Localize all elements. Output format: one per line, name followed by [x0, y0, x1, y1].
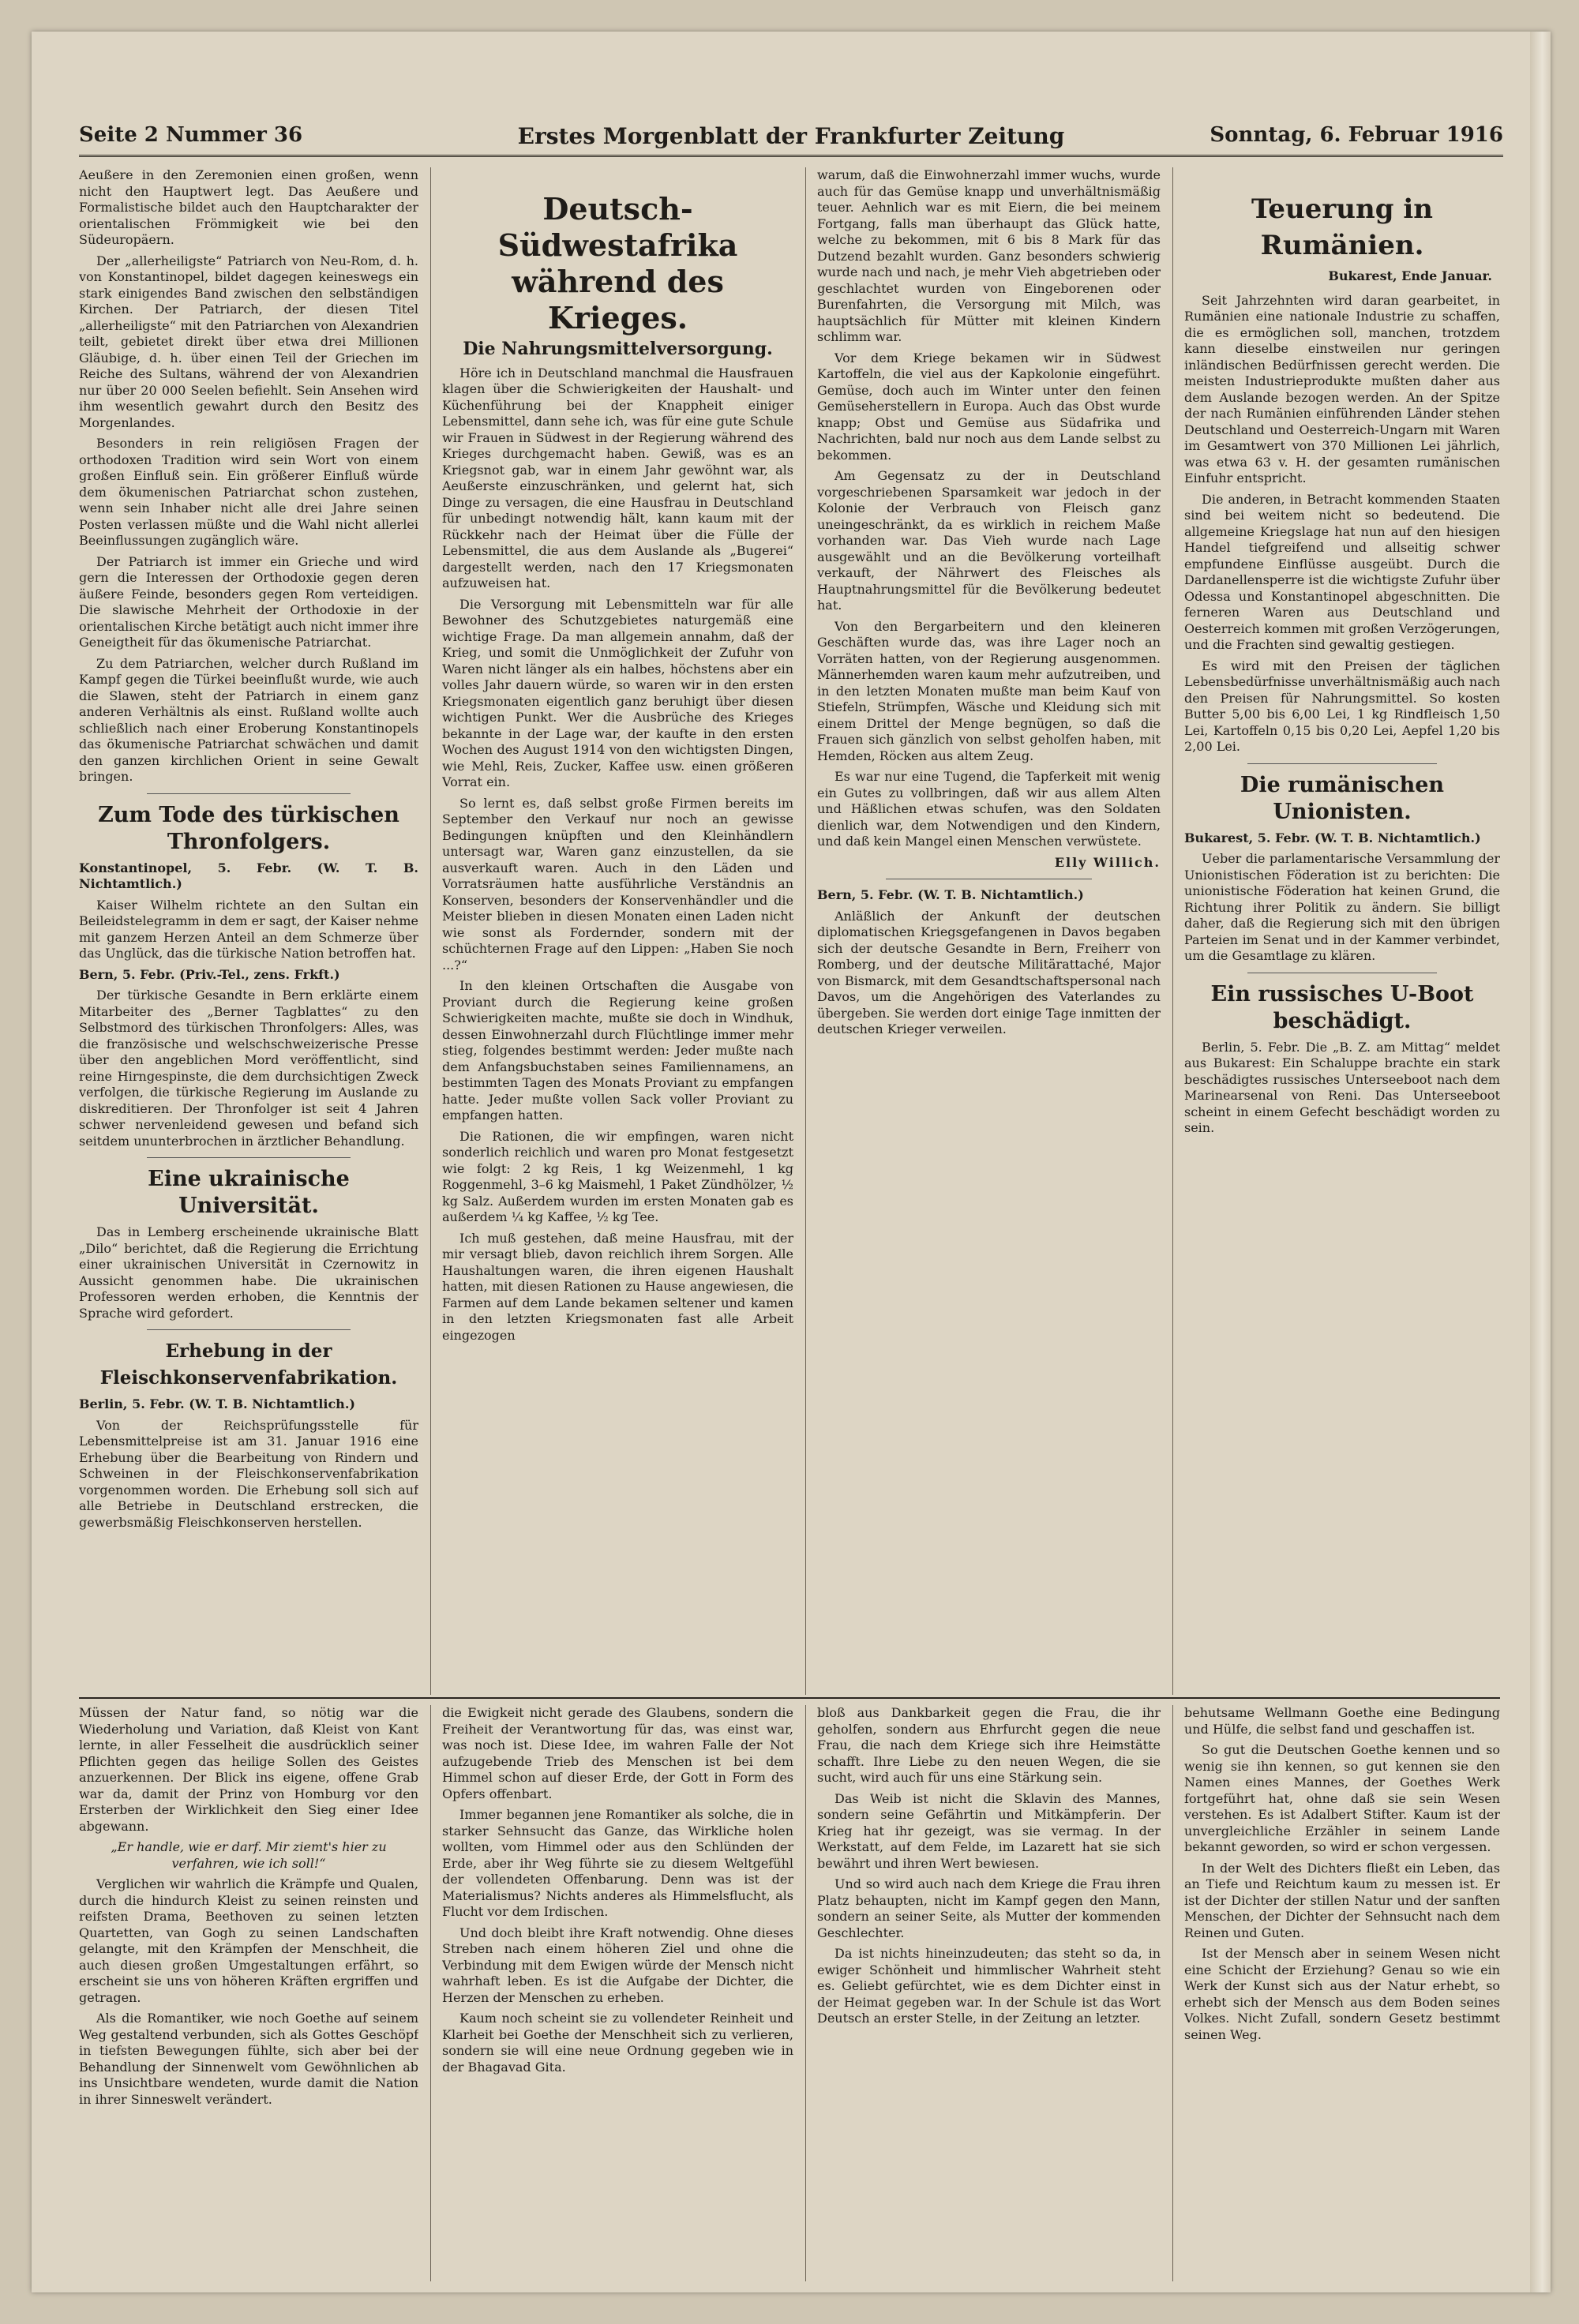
column-rule — [805, 167, 806, 1695]
divider — [147, 1329, 351, 1330]
column-3 — [817, 167, 1161, 1695]
article-text: Es war nur eine Tugend, die Tapferkeit mit wenig ein Gutes zu vollbringen, daß wir aus allem Alten und Häßlichen etwas schufen, was den Soldaten dienlich war, dem Notwendigen und den Kindern, und daß kein Mangel einen Menschen verwüstete. — [817, 769, 1161, 849]
article-text: die Ewigkeit nicht gerade des Glaubens, sondern die Freiheit der Verantwortung für das, was einst war, was noch ist. Diese Idee, im wahren Falle der Not aufzugebende Trieb des Menschen ist bei dem Himmel schon auf dieser Erde, der Gott in Form des Opfers offenbart. — [442, 1705, 793, 1801]
issue-date: Sonntag, 6. Februar 1916 — [1210, 123, 1503, 147]
article-text: Und doch bleibt ihre Kraft notwendig. Ohne dieses Streben nach einem höheren Ziel und ohne die Verbindung mit dem Ewigen würde der Mensch nicht wahrhaft leben. Es ist die Aufgabe der Dichter, die Herzen der Menschen zu erheben. — [442, 1925, 793, 2005]
quote: „Er handle, wie er darf. Mir ziemt's hier zu verfahren, wie ich soll!“ — [111, 1839, 387, 1871]
divider — [147, 1157, 351, 1158]
article-text: Berlin, 5. Febr. Die „B. Z. am Mittag“ meldet aus Bukarest: Ein Schaluppe brachte ein stark beschädigtes russisches Unterseeboot nach dem Marinearsenal von Reni. Das Unterseeboot scheint in einem Gefecht beschädigt worden zu sein. — [1184, 1039, 1500, 1135]
article-text: Kaiser Wilhelm richtete an den Sultan ein Beileidstelegramm in dem er sagt, der Kaiser nehme mit ganzem Herzen Anteil an dem Schmerze über das Unglück, das die türkische Nation betroffen hat. — [79, 897, 418, 961]
article-text: Von den Bergarbeitern und den kleineren Geschäften wurde das, was ihre Lager noch an Vorräten hatten, von der Regierung ausgenommen. Männerhemden waren kaum mehr aufzutreiben, und in den letzten Monaten mußte man beim Kauf von Stiefeln, Strümpfen, Wäsche und Kleidung sich mit einem Drittel der Menge begnügen, so daß die Frauen sich gänzlich von selbst geholfen haben, mit Hemden, Röcken aus altem Zeug. — [817, 618, 1161, 763]
article-text: Da ist nichts hineinzudeuten; das steht so da, in ewiger Schönheit und himmlischer Wahrheit steht es. Geliebt gefürchtet, wie es dem Dichter einst in der Heimat gegeben war. In der Schule ist das Wort Deutsch an erster Stelle, in der Zeitung an letzter. — [817, 1946, 1161, 2026]
article-text: Die Rationen, die wir empfingen, waren nicht sonderlich reichlich und waren pro Monat festgesetzt wie folgt: 2 kg Reis, 1 kg Weizenmehl, 1 kg Roggenmehl, 3–6 kg Maismehl, 1 Paket Zündhölzer, ½ kg Salz. Außerdem wurden im ersten Monaten gab es außerdem ¼ kg Kaffee, ½ kg Tee. — [442, 1128, 793, 1224]
divider — [1247, 763, 1437, 764]
article-text: Das in Lemberg erscheinende ukrainische Blatt „Dilo“ berichtet, daß die Regierung die Errichtung einer ukrainischen Universität in Czernowitz in Aussicht genommen habe. Die ukrainischen Professoren werden erhoben, die Kenntnis der Sprache wird gefordert. — [79, 1224, 418, 1321]
article-text: behutsame Wellmann Goethe eine Bedingung und Hülfe, die selbst fand und geschaffen ist. — [1184, 1705, 1500, 1737]
dateline: Konstantinopel, 5. Febr. (W. T. B. Nichtamtlich.) — [79, 860, 418, 891]
feuilleton-column-3 — [817, 1705, 1161, 2281]
article-text: Als die Romantiker, wie noch Goethe auf seinem Weg gestaltend verbunden, sich als Gottes Geschöpf in tiefsten Bewegungen fühlte, sich aber bei der Behandlung der Sinnenwelt vom Gewöhnlichen ab ins Unsichtbare wendeten, wurde damit die Nation in ihrer Sinneswelt verändert. — [79, 2011, 418, 2107]
article-text: In den kleinen Ortschaften die Ausgabe von Proviant durch die Regierung keine großen Schwierigkeiten machte, mußte sie doch in Windhuk, dessen Einwohnerzahl durch Flüchtlinge immer mehr stieg, folgendes bestimmt werden: Jeder mußte nach dem Anfangsbuchstaben seines Familiennamens, an bestimmten Tagen des Monats Proviant zu empfangen hatte. Jeder mußte vollen Sack voller Proviant zu empfangen hatten. — [442, 978, 793, 1123]
article-text: Müssen der Natur fand, so nötig war die Wiederholung und Variation, daß Kleist von Kant lernte, in aller Fesselheit die ausdrücklich seiner Pflichten gegen das heilige Sollen des Geistes anzuerkennen. Der Blick ins eigene, offene Grab war da, damit der Prinz von Homburg vor den Ersterben der Wirklichkeit den Sieg einer Idee abgewann. — [79, 1705, 418, 1834]
article-text: Besonders in rein religiösen Fragen der orthodoxen Tradition wird sein Wort von einem großen Einfluß sein. Ein größerer Einfluß würde dem ökumenischen Patriarchat schon zustehen, wenn sein Inhaber nicht alle drei Jahre seinen Posten verlassen müßte und die Wahl nicht allerlei Beeinflussungen zugänglich wäre. — [79, 436, 418, 548]
article-text: So lernt es, daß selbst große Firmen bereits im September den Verkauf nur noch an gewisse Bedingungen knüpften und den Kleinhändlern untersagt war, Waren ganz einzustellen, da sie ausverkauft waren. Auch in den Läden und Vorratsräumen hatte ausführliche Verständnis an Konserven, besonders der Konservenhändler und die Meister blieben in diesen Monaten einen Laden nicht wie sonst als Fordernder, sondern mit der schüchternen Frage auf den Lippen: „Haben Sie noch ...?“ — [442, 795, 793, 973]
newspaper-title: Erstes Morgenblatt der Frankfurter Zeitung — [517, 123, 1065, 149]
article-text: Vor dem Kriege bekamen wir in Südwest Kartoffeln, die viel aus der Kapkolonie eingeführt. Gemüse, doch auch im Winter unter den feinen Gemüseherstellern in Europa. Auch das Obst wurde knapp; Obst und Gemüse aus Südafrika und Nachrichten, bald nur noch aus dem Lande selbst zu bekommen. — [817, 350, 1161, 463]
headline-universitaet: Eine ukrainische Universität. — [148, 1167, 350, 1218]
masthead — [79, 118, 1503, 157]
article-text: Zu dem Patriarchen, welcher durch Rußland im Kampf gegen die Türkei beeinflußt wurde, wie auch die Slawen, steht der Patriarch in einem ganz anderen Verhältnis als einst. Rußland wollte auch schließlich nach einer Eroberung Konstantinopels das ökumenische Patriarchat schwächen und damit den ganzen kirchlichen Orient in seine Gewalt bringen. — [79, 655, 418, 784]
subheadline: Die Nahrungsmittelversorgung. — [463, 339, 773, 359]
newspaper-page — [32, 32, 1551, 2292]
article-text: In der Welt des Dichters fließt ein Leben, das an Tiefe und Reichtum kaum zu messen ist. Er ist der Dichter der stillen Natur und der sanften Menschen, der Dichter der Sehnsucht nach dem Reinen und Guten. — [1184, 1860, 1500, 1940]
feuilleton-column-4 — [1184, 1705, 1500, 2281]
article-text: Es wird mit den Preisen der täglichen Lebensbedürfnisse unverhältnismäßig auch nach den Preisen für Nahrungsmittel. So kosten Butter 5,00 bis 6,00 Lei, 1 kg Rindfleisch 1,50 Lei, Kartoffeln 0,15 bis 0,20 Lei, Aepfel 1,20 bis 2,00 Lei. — [1184, 658, 1500, 754]
page-number: Seite 2 Nummer 36 — [79, 123, 303, 147]
column-rule — [805, 1705, 806, 2281]
headline-u-boot: Ein russisches U-Boot beschädigt. — [1210, 981, 1474, 1033]
article-text: Seit Jahrzehnten wird daran gearbeitet, in Rumänien eine nationale Industrie zu schaffen, die es ermöglichen soll, manchen, trotzdem kann dieselbe einstweilen nur geringen inländischen Bedürfnissen gerecht werden. Die meisten Industrieprodukte mußten daher aus dem Auslande bezogen werden. An der Spitze der nach Rumänien einführenden Länder stehen Deutschland und Oesterreich-Ungarn mit Waren im Gesamtwert von 370 Millionen Lei jährlich, was etwa 63 v. H. der gesamten rumänischen Einfuhr entspricht. — [1184, 292, 1500, 485]
headline-thronfolger: Zum Tode des türkischen Thronfolgers. — [98, 802, 399, 854]
feuilleton-column-2 — [442, 1705, 793, 2281]
headline-suedwestafrika: Deutsch-Südwestafrika während des Krieges. — [497, 191, 738, 335]
column-2 — [442, 167, 793, 1695]
column-4 — [1184, 167, 1500, 1695]
section-divider — [79, 1697, 1500, 1699]
feuilleton-column-1 — [79, 1705, 418, 2281]
page-binding-shadow — [1530, 32, 1551, 2292]
column-rule — [1172, 1705, 1173, 2281]
upper-section — [79, 167, 1500, 1695]
divider — [147, 793, 351, 794]
headline-fleischkonserven: Erhebung in der Fleischkonservenfabrikation. — [99, 1340, 398, 1389]
article-text: Von der Reichsprüfungsstelle für Lebensmittelpreise ist am 31. Januar 1916 eine Erhebung über die Bearbeitung von Rindern und Schweinen in der Fleischkonservenfabrikation vorgenommen worden. Die Erhebung soll sich auf alle Betriebe in Deutschland erstrecken, die gewerbsmäßig Fleischkonserven herstellen. — [79, 1417, 418, 1530]
feuilleton-section — [79, 1705, 1500, 2281]
byline: Bukarest, Ende Januar. — [1328, 268, 1492, 283]
dateline: Bern, 5. Febr. (Priv.-Tel., zens. Frkft.) — [79, 966, 340, 982]
article-text: Der Patriarch ist immer ein Grieche und wird gern die Interessen der Orthodoxie gegen deren äußere Feinde, besonders gegen Rom verteidigen. Die slawische Mehrheit der Orthodoxie in der orientalischen Kirche betätigt auch nicht immer ihre Geneigtheit für das ökumenische Patriarchat. — [79, 553, 418, 650]
dateline: Bukarest, 5. Febr. (W. T. B. Nichtamtlich.) — [1184, 830, 1481, 845]
dateline: Bern, 5. Febr. (W. T. B. Nichtamtlich.) — [817, 887, 1084, 902]
article-text: Kaum noch scheint sie zu vollendeter Reinheit und Klarheit bei Goethe der Menschheit sich zu verlieren, sondern sie will eine neue Ordnung gegeben wie in der Bhagavad Gita. — [442, 2011, 793, 2075]
article-text: Der türkische Gesandte in Bern erklärte einem Mitarbeiter des „Berner Tagblattes“ zu den Selbstmord des türkischen Thronfolgers: Alles, was die französische und welschschweizerische Presse über den angeblichen Mord veröffentlicht, sind reine Hirngespinste, die dem durchsichtigen Zweck verfolgen, die türkische Regierung im Auslande zu diskreditieren. Der Thronfolger ist seit 4 Jahren schwer nervenleidend gewesen und befand sich seitdem ununterbrochen in ärztlicher Behandlung. — [79, 988, 418, 1149]
article-text: Das Weib ist nicht die Sklavin des Mannes, sondern seine Gefährtin und Mitkämpferin. Der Krieg hat ihr gezeigt, was sie vermag. In der Werkstatt, auf dem Felde, im Lazarett hat sie sich bewährt und ihren Wert bewiesen. — [817, 1790, 1161, 1871]
article-text: warum, daß die Einwohnerzahl immer wuchs, wurde auch für das Gemüse knapp und unverhältnismäßig teuer. Aehnlich war es mit Eiern, die bei meinem Fortgang, falls man überhaupt das Glück hatte, welche zu bekommen, mit 6 bis 8 Mark für das Dutzend bezahlt wurden. Ganz besonders schwierig wurde nach und nach, je mehr Vieh abgetrieben oder geschlachtet wurden von Eingeborenen oder Burenfahrten, die Versorgung mit Milch, was hauptsächlich für Mütter mit kleinen Kindern schlimm war. — [817, 167, 1161, 344]
article-text: Höre ich in Deutschland manchmal die Hausfrauen klagen über die Schwierigkeiten der Haushalt- und Küchenführung bei der Knappheit einiger Lebensmittel, dann sehe ich, was für eine gute Schule wir Frauen in Südwest in der Regierung während des Krieges durchgemacht haben. Gewiß, was es an Kriegsnot gab, war in einem Jahr gewöhnt war, als Aeußerste einzuschränken, und gelernt hat, sich Dinge zu versagen, die eine Hausfrau in Deutschland für unbedingt notwendig hält, kann kaum mit der Rückkehr nach der Heimat über die Fülle der Lebensmittel, die aus dem Auslande als „Bugerei“ dargestellt werden, nach den 17 Kriegsmonaten aufzuweisen hat. — [442, 365, 793, 590]
article-text: Ist der Mensch aber in seinem Wesen nicht eine Schicht der Erziehung? Genau so wie ein Werk der Kunst sich aus der Natur erhebt, so erhebt sich der Mensch aus dem Boden seines Volkes. Nicht Zufall, sondern Gesetz bestimmt seinen Weg. — [1184, 1946, 1500, 2042]
article-text: Die Versorgung mit Lebensmitteln war für alle Bewohner des Schutzgebietes naturgemäß eine wichtige Frage. Da man allgemein annahm, daß der Krieg, und somit die Unmöglichkeit der Zufuhr von Waren nicht länger als ein halbes, höchstens aber ein volles Jahr dauern würde, so waren wir in den ersten Kriegsmonaten eigentlich ganz beruhigt über diesen wichtigen Punkt. Wer die Ausbrüche des Krieges bekannte in der Lage war, der kaufte in den ersten Wochen des August 1914 von den wichtigsten Dingen, wie Mehl, Reis, Zucker, Kaffee usw. einen größeren Vorrat ein. — [442, 596, 793, 789]
dateline: Berlin, 5. Febr. (W. T. B. Nichtamtlich.) — [79, 1396, 355, 1411]
headline-unionisten: Die rumänischen Unionisten. — [1240, 772, 1445, 824]
article-text: Die anderen, in Betracht kommenden Staaten sind bei weitem nicht so bedeutend. Die allgemeine Kriegslage hat nun auf den hiesigen Handel tiefgreifend und allseitig schwer empfundene Einflüsse ausgeübt. Durch die Dardanellensperre ist die wichtigste Zufuhr über Odessa und Konstantinopel abgeschnitten. Die ferneren Waren aus Deutschland und Oesterreich kommen mit großen Verzögerungen, und die Frachten sind gewaltig gestiegen. — [1184, 491, 1500, 652]
article-text: Und so wird auch nach dem Kriege die Frau ihren Platz behaupten, nicht im Kampf gegen den Mann, sondern an seiner Seite, als Mutter der kommenden Geschlechter. — [817, 1876, 1161, 1940]
article-text: bloß aus Dankbarkeit gegen die Frau, die ihr geholfen, sondern aus Ehrfurcht gegen die neue Frau, die nach dem Kriege sich ihre Heimstätte schafft. Ihre Liebe zu den neuen Wegen, die sie sucht, wird auch für uns eine Stärkung sein. — [817, 1705, 1161, 1785]
article-text: Immer begannen jene Romantiker als solche, die in starker Sehnsucht das Ganze, das Wirkliche holen wollten, vom Himmel oder aus den Schlünden der Erde, aber ihr Weg führte sie zu diesem Weltgefühl der vollendeten Offenbarung. Denn was ist der Materialismus? Nichts anderes als Himmelsflucht, als Flucht vor dem Irdischen. — [442, 1807, 793, 1919]
headline-teuerung: Teuerung in Rumänien. — [1251, 193, 1433, 261]
column-rule — [430, 167, 431, 1695]
article-text: Am Gegensatz zu der in Deutschland vorgeschriebenen Sparsamkeit war jedoch in der Kolonie der Verbrauch von Fleisch ganz uneingeschränkt, da es wirklich in reichem Maße vorhanden war. Das Vieh wurde nach Lage ausgewählt und an die Bevölkerung vorteilhaft verkauft, der Nährwert des Fleisches als Hauptnahrungsmittel für die Bevölkerung bedeutet hat. — [817, 468, 1161, 613]
article-text: So gut die Deutschen Goethe kennen und so wenig sie ihn kennen, so gut kennen sie den Namen eines Mannes, der Goethes Werk fortgeführt hat, ohne daß sie sein Wesen verstehen. Es ist Adalbert Stifter. Kaum ist der unvergleichliche Erzähler in seinem Lande bekannt geworden, so wird er schon vergessen. — [1184, 1742, 1500, 1854]
author-signature: Elly Willich. — [1054, 854, 1161, 870]
column-1 — [79, 167, 418, 1695]
article-text: Aeußere in den Zeremonien einen großen, wenn nicht den Hauptwert legt. Das Aeußere und Formalistische bildet auch den Hauptcharakter der orientalischen Frömmigkeit wie bei den Südeuropäern. — [79, 167, 418, 247]
article-text: Anläßlich der Ankunft der deutschen diplomatischen Kriegsgefangenen in Davos begaben sich der deutsche Gesandte in Bern, Freiherr von Romberg, und der deutsche Militärattaché, Major von Bismarck, mit dem Gesandtschaftspersonal nach Davos, um die Angehörigen des Vaterlandes zu übergeben. Sie werden dort einige Tage inmitten der deutschen Krieger verweilen. — [817, 908, 1161, 1036]
article-text: Der „allerheiligste“ Patriarch von Neu-Rom, d. h. von Konstantinopel, bildet dagegen keineswegs ein stark einigendes Band zwischen den selbständigen Kirchen. Der Patriarch, der diesen Titel „allerheiligste“ mit den Patriarchen von Alexandrien teilt, gebietet direkt über etwa drei Millionen Gläubige, d. h. über einen Teil der Griechen im Reiche des Sultans, während der von Alexandrien nur über 20 000 Seelen befiehlt. Sein Ansehen wird ihm wesentlich gewahrt durch den Besitz des Morgenlandes. — [79, 253, 418, 430]
column-rule — [1172, 167, 1173, 1695]
article-text: Ueber die parlamentarische Versammlung der Unionistischen Föderation ist zu berichten: Die unionistische Föderation hat keinen Grund, die Richtung ihrer Politik zu ändern. Sie billigt daher, daß die Regierung sich mit den übrigen Parteien im Senat und in der Kammer verbindet, um die Gesamtlage zu klären. — [1184, 851, 1500, 963]
article-text: Ich muß gestehen, daß meine Hausfrau, mit der mir versagt blieb, davon reichlich ihrem Sorgen. Alle Haushaltungen waren, die ihren eigenen Haushalt hatten, mit diesen Rationen zu Hause angewiesen, die Farmen auf dem Lande bekamen seltener und kamen in den letzten Kriegsmonaten fast alle Arbeit eingezogen — [442, 1230, 793, 1343]
column-rule — [430, 1705, 431, 2281]
article-text: Verglichen wir wahrlich die Krämpfe und Qualen, durch die hindurch Kleist zu seinen reinsten und reifsten Drama, Beethoven zu seinen letzten Quartetten, van Gogh zu seinen Landschaften gelangte, mit den Krämpfen der Menschheit, die auch diesen großen Umgestaltungen erfährt, so erscheint sie uns von höheren Kräften ergriffen und getragen. — [79, 1876, 418, 2005]
